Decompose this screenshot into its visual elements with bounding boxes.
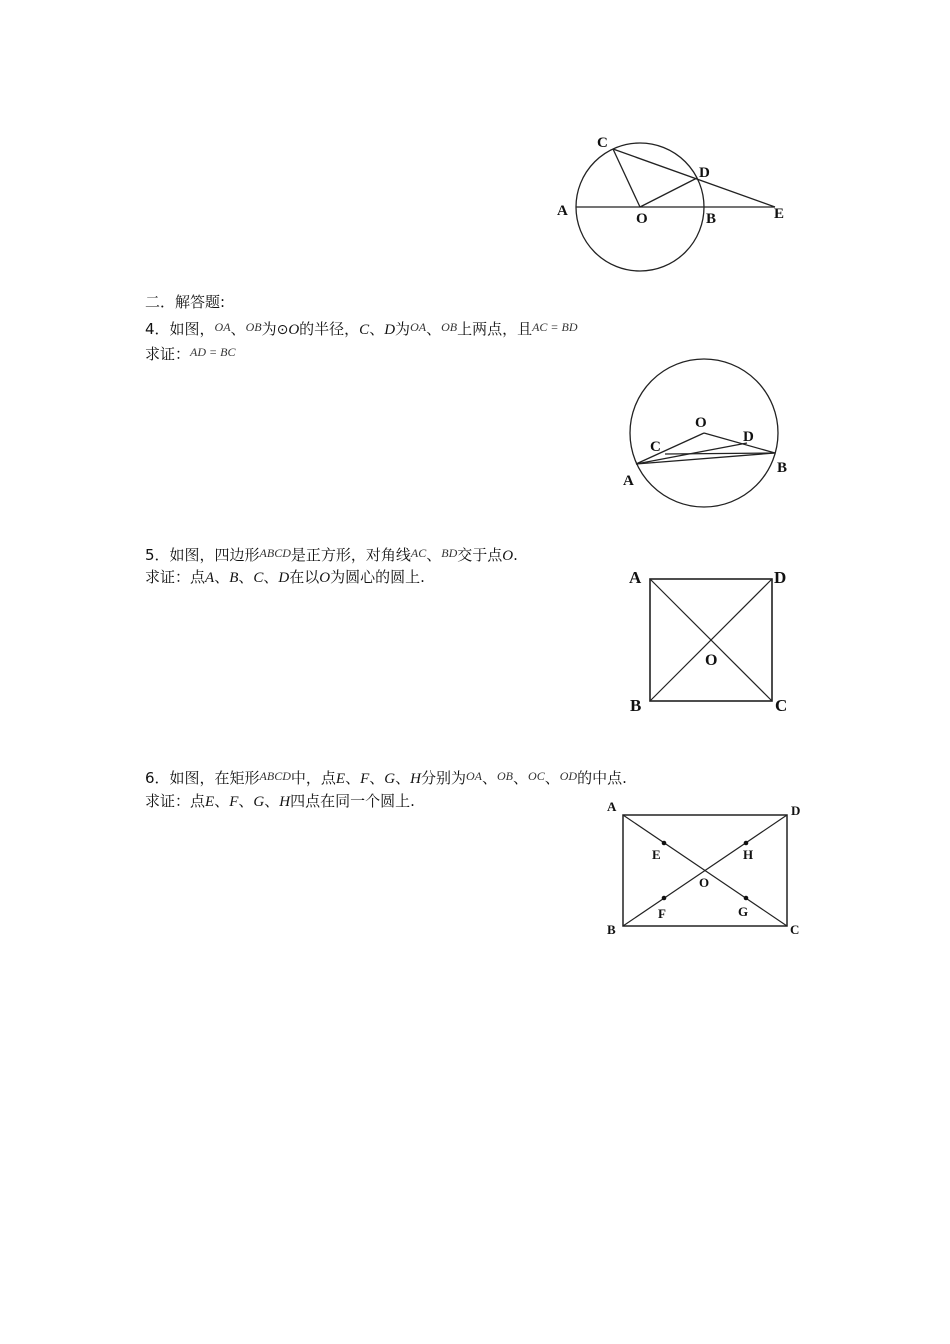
q6-sep6: 、 xyxy=(544,769,560,787)
fig1-label-A: A xyxy=(557,203,568,219)
q4-sep1: 、 xyxy=(230,320,246,338)
q4-goal: AD = BC xyxy=(190,345,236,359)
q6-t2: 分别为 xyxy=(420,769,466,787)
q6-prove xyxy=(145,791,415,812)
q5-t1: 是正方形，对角线 xyxy=(290,546,411,564)
q6-ob: OB xyxy=(497,769,514,783)
q4-statement xyxy=(145,317,578,340)
q5-c: C xyxy=(253,570,264,586)
q6-t1: 中，点 xyxy=(290,769,336,787)
q5-a: A xyxy=(205,570,215,586)
figure-rectangle xyxy=(600,798,810,943)
fig1-label-C: C xyxy=(597,135,608,151)
fig2-label-A: A xyxy=(623,473,634,489)
q5-o: O xyxy=(502,548,514,564)
fig4-label-D: D xyxy=(791,803,801,818)
q6-sep2: 、 xyxy=(369,769,385,787)
q5-num: 5．如图，四边形 xyxy=(145,546,260,564)
fig3-label-O: O xyxy=(705,652,718,669)
fig1-line-CE xyxy=(613,149,775,207)
figure-circle-secant-svg xyxy=(540,125,800,280)
fig2-label-C: C xyxy=(650,439,661,455)
q6-oc: OC xyxy=(528,769,545,783)
fig4-point-H xyxy=(744,841,749,846)
figure-square xyxy=(625,562,800,722)
fig2-label-O: O xyxy=(695,415,707,431)
q4-t1: 为 xyxy=(261,320,277,338)
q6-sep9: 、 xyxy=(264,792,280,810)
q4-sep2: 、 xyxy=(369,320,385,338)
q5-t2: 交于点 xyxy=(457,546,503,564)
q4-ob2: OB xyxy=(441,320,458,334)
q6-sep4: 、 xyxy=(482,769,498,787)
section-heading xyxy=(145,292,225,312)
q6-t3: 的中点. xyxy=(577,769,627,787)
fig3-label-D: D xyxy=(774,568,787,587)
q6-sep5: 、 xyxy=(513,769,529,787)
q4-t3: 为 xyxy=(395,320,411,338)
fig4-label-E: E xyxy=(652,847,661,862)
q6-h2: H xyxy=(279,794,291,810)
fig4-point-G xyxy=(744,896,749,901)
q5-sep3: 、 xyxy=(238,568,254,586)
q4-d: D xyxy=(384,322,396,338)
fig4-label-C: C xyxy=(790,922,800,937)
fig2-label-B: B xyxy=(777,460,788,476)
q4-prove xyxy=(145,342,235,364)
fig4-label-H: H xyxy=(743,847,754,862)
q6-e2: E xyxy=(205,794,215,810)
q5-statement xyxy=(145,543,518,566)
q4-c: C xyxy=(359,322,370,338)
q5-t5: 为圆心的圆上. xyxy=(330,568,425,586)
fig1-label-D: D xyxy=(699,165,710,181)
fig4-label-O: O xyxy=(699,875,710,890)
fig3-label-C: C xyxy=(775,696,788,715)
section-heading-text: 二．解答题: xyxy=(145,293,226,311)
fig1-label-E: E xyxy=(774,206,785,222)
figure-circle-chords-svg xyxy=(615,355,800,515)
fig4-label-B: B xyxy=(607,922,616,937)
q4-oa2: OA xyxy=(410,320,427,334)
fig4-label-G: G xyxy=(738,904,749,919)
q5-ac: AC xyxy=(410,546,427,560)
q5-t4: 在以 xyxy=(289,568,320,586)
q6-num: 6．如图，在矩形 xyxy=(145,769,260,787)
fig4-label-A: A xyxy=(607,799,617,814)
q6-sep7: 、 xyxy=(214,792,230,810)
q6-abcd: ABCD xyxy=(259,769,291,783)
q6-od: OD xyxy=(559,769,578,783)
q6-f: F xyxy=(360,771,370,787)
q6-h: H xyxy=(410,771,421,787)
fig1-line-OD xyxy=(640,178,697,207)
fig3-label-A: A xyxy=(629,568,642,587)
q4-t4: 上两点，且 xyxy=(457,320,533,338)
q5-t3: . xyxy=(513,546,518,564)
q4-o: O xyxy=(288,322,300,338)
fig2-label-D: D xyxy=(743,429,754,445)
q6-sep3: 、 xyxy=(395,769,411,787)
q6-g: G xyxy=(384,771,396,787)
q6-sep8: 、 xyxy=(238,792,254,810)
q5-d: D xyxy=(278,570,290,586)
q4-oa: OA xyxy=(214,320,231,334)
q5-sep1: 、 xyxy=(426,546,442,564)
q5-sep4: 、 xyxy=(263,568,279,586)
q5-prove xyxy=(145,567,425,588)
q6-g2: G xyxy=(253,794,265,810)
figure-circle-chords xyxy=(615,355,800,515)
figure-rectangle-svg xyxy=(600,798,810,943)
q4-circle-symbol: ⊙ xyxy=(276,322,289,338)
q6-sep1: 、 xyxy=(345,769,361,787)
q5-bd: BD xyxy=(441,546,458,560)
q4-prove-label: 求证： xyxy=(145,345,191,363)
fig3-label-B: B xyxy=(630,696,642,715)
q5-o2: O xyxy=(319,570,331,586)
fig1-label-O: O xyxy=(636,211,648,227)
fig4-point-F xyxy=(662,896,667,901)
fig4-point-E xyxy=(662,841,667,846)
q5-b: B xyxy=(229,570,239,586)
q4-t2: 的半径， xyxy=(299,320,360,338)
q6-prove-label: 求证：点 xyxy=(145,792,206,810)
q4-num: 4．如图， xyxy=(145,320,215,338)
q4-sep3: 、 xyxy=(426,320,442,338)
q6-oa: OA xyxy=(466,769,482,783)
q4-eq: AC = BD xyxy=(532,320,578,334)
figure-square-svg xyxy=(625,562,800,722)
q5-prove-label: 求证：点 xyxy=(145,568,206,586)
q6-t4: 四点在同一个圆上. xyxy=(290,792,415,810)
fig4-label-F: F xyxy=(658,906,666,921)
q6-f2: F xyxy=(229,794,239,810)
q4-ob: OB xyxy=(245,320,262,334)
q6-statement xyxy=(145,766,627,789)
q5-abcd: ABCD xyxy=(259,546,291,560)
q5-sep2: 、 xyxy=(214,568,230,586)
q6-e: E xyxy=(335,771,346,787)
figure-circle-secant xyxy=(540,125,800,280)
fig2-line-OB xyxy=(704,433,775,453)
fig1-label-B: B xyxy=(706,211,717,227)
